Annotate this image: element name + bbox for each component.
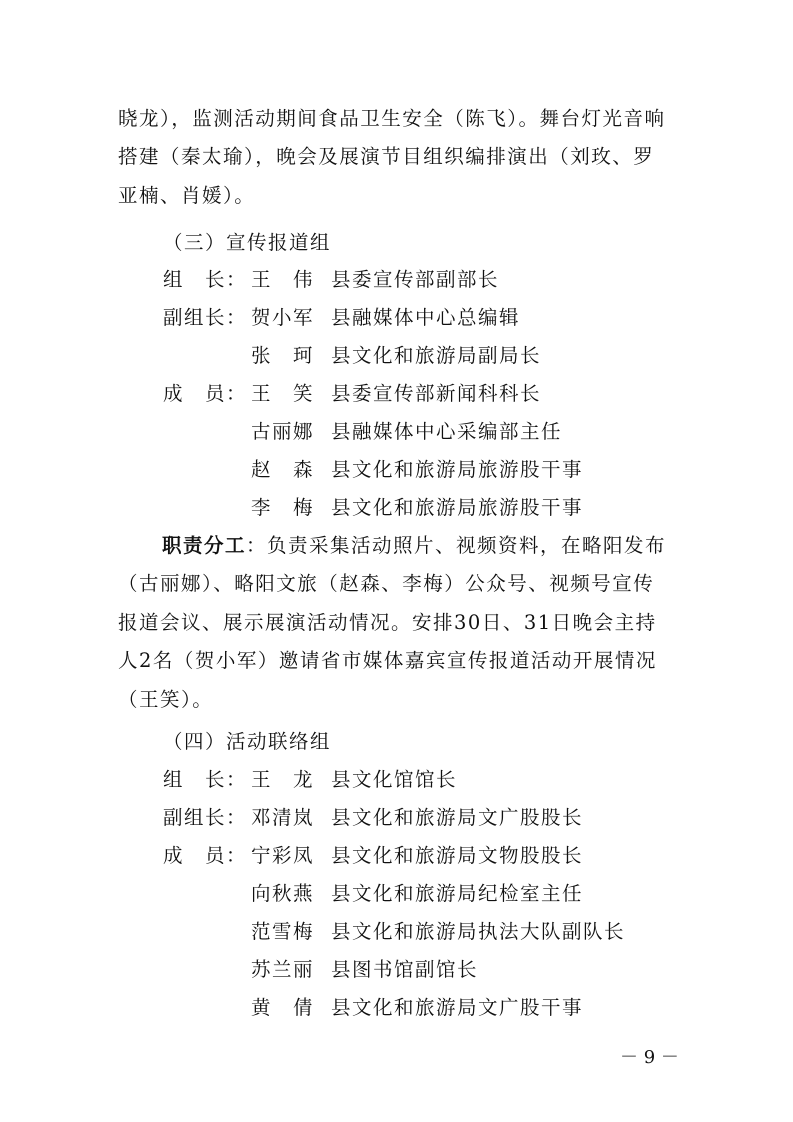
- member-title: 县委宣传部副部长: [331, 268, 500, 291]
- member-title: 县委宣传部新闻科科长: [331, 382, 542, 405]
- member-name: 古丽娜: [251, 420, 315, 443]
- member-name: 宁彩凤: [251, 844, 315, 867]
- member-row: [163, 956, 478, 984]
- member-role: 成 员：: [163, 382, 248, 405]
- member-name: 黄 倩: [251, 996, 315, 1019]
- member-role: 副组长：: [163, 306, 248, 329]
- member-name: 王 笑: [251, 382, 315, 405]
- page-number: － 9 －: [620, 1047, 679, 1068]
- member-title: 县文化和旅游局执法大队副队长: [331, 920, 626, 943]
- text-line: 人2名（贺小军）邀请省市媒体嘉宾宣传报道活动开展情况: [118, 649, 657, 673]
- member-role: 组 长：: [163, 768, 248, 791]
- text-line: 报道会议、展示展演活动情况。安排30日、31日晚会主持: [118, 610, 657, 634]
- member-name: 向秋燕: [251, 882, 315, 905]
- member-title: 县融媒体中心总编辑: [331, 306, 521, 329]
- member-row: [163, 456, 583, 484]
- member-title: 县文化和旅游局文广股干事: [331, 996, 584, 1019]
- section-heading-4: （四）活动联络组: [163, 730, 332, 753]
- member-role: 副组长：: [163, 806, 248, 829]
- member-row: [163, 842, 583, 870]
- member-name: 苏兰丽: [251, 958, 315, 981]
- member-name: 王 伟: [251, 268, 315, 291]
- member-name: 范雪梅: [251, 920, 315, 943]
- member-name: 李 梅: [251, 496, 315, 519]
- member-title: 县文化和旅游局纪检室主任: [331, 882, 584, 905]
- member-title: 县融媒体中心采编部主任: [331, 420, 563, 443]
- text-line: 晓龙），监测活动期间食品卫生安全（陈飞）。舞台灯光音响: [118, 107, 666, 130]
- member-row: [163, 304, 520, 332]
- member-row: [163, 804, 583, 832]
- member-row: [163, 380, 541, 408]
- member-row: [163, 880, 583, 908]
- duty-paragraph: [118, 527, 678, 719]
- member-title: 县图书馆副馆长: [331, 958, 479, 981]
- member-row: [163, 266, 499, 294]
- member-role: 成 员：: [163, 844, 248, 867]
- member-row: [163, 994, 583, 1022]
- member-title: 县文化和旅游局文物股股长: [331, 844, 584, 867]
- member-role: 组 长：: [163, 268, 248, 291]
- member-row: [163, 418, 562, 446]
- text-line: （王笑）。: [118, 687, 214, 711]
- duty-text: ：负责采集活动照片、视频资料，在略阳发布: [246, 534, 667, 557]
- member-row: [163, 918, 625, 946]
- member-name: 贺小军: [251, 306, 315, 329]
- member-row: [163, 342, 541, 370]
- member-title: 县文化和旅游局副局长: [331, 344, 542, 367]
- member-name: 王 龙: [251, 768, 315, 791]
- member-name: 赵 森: [251, 458, 315, 481]
- text-line: （古丽娜）、略阳文旅（赵森、李梅）公众号、视频号宣传: [118, 572, 655, 596]
- text-line: 亚楠、肖媛）。: [118, 183, 256, 207]
- member-title: 县文化馆馆长: [331, 768, 458, 791]
- text-line: 搭建（秦太瑜），晚会及展演节目组织编排演出（刘玫、罗: [118, 145, 655, 169]
- member-title: 县文化和旅游局旅游股干事: [331, 458, 584, 481]
- paragraph-continued: [118, 100, 678, 215]
- member-name: 邓清岚: [251, 806, 315, 829]
- section-heading-3: （三）宣传报道组: [163, 231, 332, 254]
- text-line: [118, 527, 678, 565]
- member-title: 县文化和旅游局文广股股长: [331, 806, 584, 829]
- duty-label: 职责分工: [162, 534, 247, 557]
- member-title: 县文化和旅游局旅游股干事: [331, 496, 584, 519]
- member-name: 张 珂: [251, 344, 315, 367]
- member-row: [163, 494, 583, 522]
- member-row: [163, 766, 457, 794]
